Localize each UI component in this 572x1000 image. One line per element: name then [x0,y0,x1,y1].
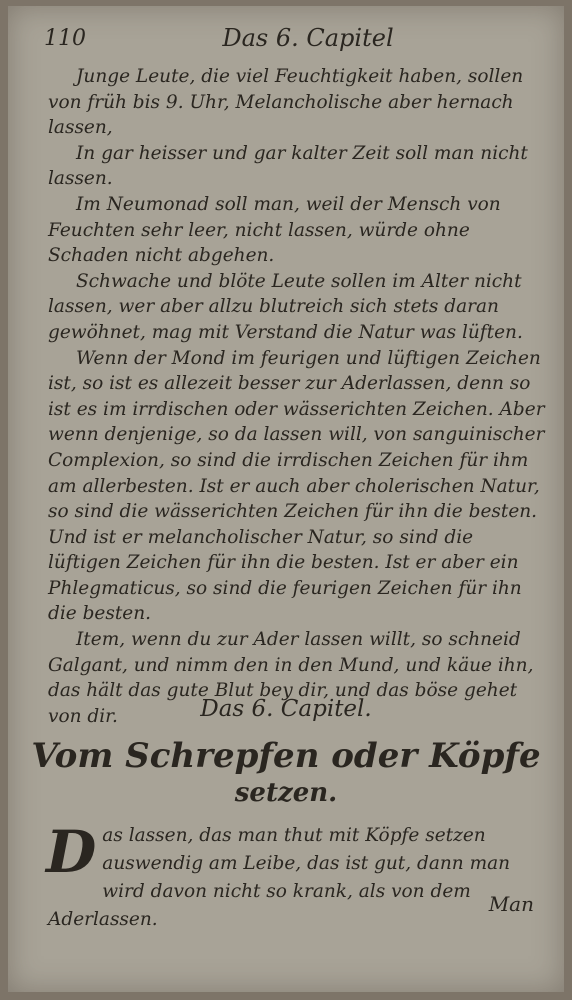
chapter-label: Das 6. Capitel. [200,696,372,722]
paragraph: Junge Leute, die viel Feuchtigkeit haben, sollen von früh bis 9. Uhr, Melancholische aber hernach lassen, [48,66,524,139]
page-number: 110 [44,26,86,51]
chapter-title: Vom Schrepfen oder Köpfe [31,736,541,776]
paragraph: Wenn der Mond im feurigen und lüftigen Zeichen ist, so ist es allezeit besser zur Aderlassen, denn so ist es im irrdischen oder wässerichten Zeichen. Aber wenn denjenige, so da lassen will, von sanguinischer Complexion, so sind die irrdischen Zeichen für ihm am allerbesten. Ist er auch aber cholerischen Natur, so sind die wässerichten Zeichen für ihn die besten. Und ist er melancholischer Natur, so sind die lüftigen Zeichen für ihn die besten. Ist er aber ein Phlegmaticus, so sind die feurigen Zeichen für ihn die besten. [48,347,545,625]
paragraph: Item, wenn du zur Ader lassen willt, so schneid Galgant, und nimm den in den Mund, und käue ihn, das hält das gute Blut bey dir, und das böse gehet von dir. [48,629,534,727]
paragraph: Im Neumonad soll man, weil der Mensch von Feuchten sehr leer, nicht lassen, würde ohne Schaden nicht abgehen. [48,193,501,267]
paragraph: Schwache und blöte Leute sollen im Alter nicht lassen, wer aber allzu blutreich sich stets daran gewöhnet, mag mit Verstand die Natur was lüften. [48,270,523,343]
page-header [8,22,564,62]
drop-cap: D [46,818,97,886]
chapter-text: as lassen, das man thut mit Köpfe setzen auswendig am Leibe, das ist gut, dann man wird davon nicht so krank, als von dem Aderlassen. [48,825,511,930]
running-title: Das 6. Capitel [222,24,394,52]
chapter-body [46,818,548,934]
body-text [48,64,548,729]
book-page [8,6,564,992]
catchword: Man [488,892,534,916]
paragraph: In gar heisser und gar kalter Zeit soll man nicht lassen. [48,142,528,190]
chapter-subtitle: setzen. [234,778,338,808]
